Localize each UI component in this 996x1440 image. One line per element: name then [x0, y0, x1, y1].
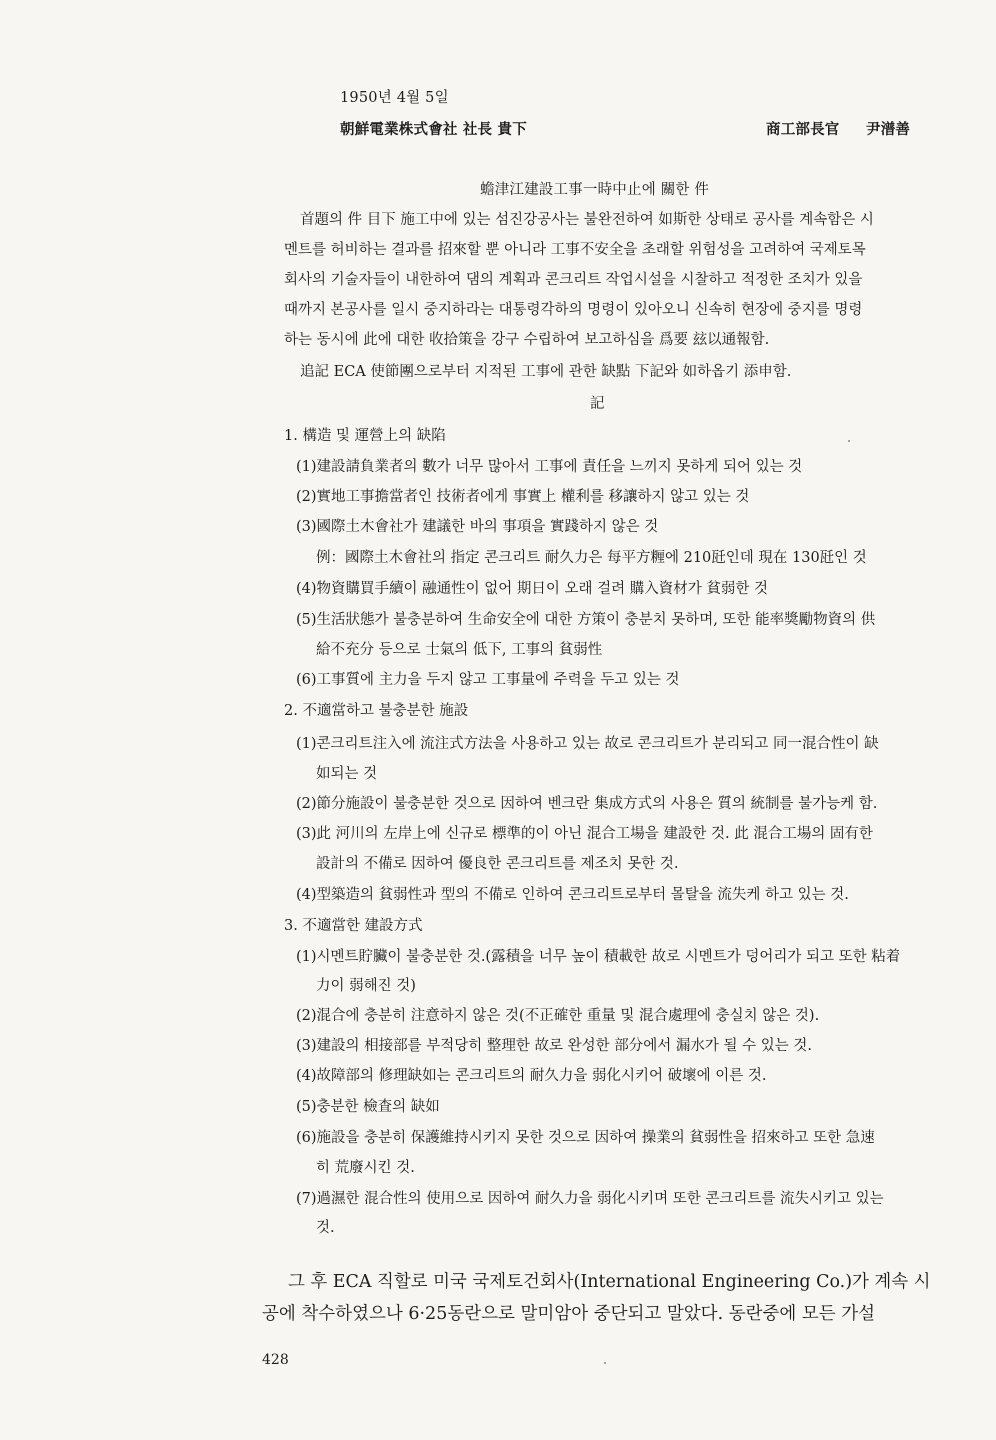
sender-title: 商工部長官	[766, 121, 840, 138]
section-heading: 1. 構造 및 運營上의 缺陷	[284, 428, 446, 444]
section-item-continued: 如되는 것	[316, 766, 378, 782]
body-line: 멘트를 허비하는 결과를 招來할 뿐 아니라 工事不安全을 초래할 위험성을 고려하여 국제토목	[284, 242, 866, 258]
section-item-continued: 力이 弱해진 것)	[316, 978, 416, 994]
section-item: (5)충분한 檢査의 缺如	[296, 1099, 440, 1115]
letter-recipient: 朝鮮電業株式會社 社長 貴下	[340, 121, 527, 138]
body-line: 首題의 件 目下 施工中에 있는 섬진강공사는 불완전하여 如斯한 상태로 공사를 계속함은 시	[300, 212, 874, 228]
section-item-continued: 給不充分 등으로 士氣의 低下, 工事의 貧弱性	[316, 642, 603, 658]
body-line: 회사의 기술자들이 내한하여 댐의 계획과 콘크리트 작업시설을 시찰하고 적정한 조치가 있을	[284, 272, 863, 288]
section-item-continued: 設計의 不備로 因하여 優良한 콘크리트를 제조치 못한 것.	[316, 856, 679, 872]
sender-name: 尹潽善	[866, 121, 911, 138]
letter-subject: 蟾津江建設工事一時中止에 關한 件	[480, 182, 710, 198]
section-item: (2)混合에 충분히 注意하지 않은 것(不正確한 重量 및 混合處理에 충실치 않은 것).	[296, 1008, 820, 1024]
section-heading: 2. 不適當하고 불충분한 施設	[284, 703, 469, 719]
section-item: (7)過濕한 混合性의 使用으로 因하여 耐久力을 弱化시키며 또한 콘크리트를 流失시키고 있는	[296, 1191, 884, 1207]
body-line: 때까지 본공사를 일시 중지하라는 대통령각하의 명령이 있아오니 신속히 현장에 중지를 명령	[284, 302, 863, 318]
body-line: 하는 동시에 此에 대한 收拾策을 강구 수립하여 보고하심을 爲要 玆以通報함.	[284, 332, 770, 348]
section-item: (3)建設의 相接部를 부적당히 整理한 故로 완성한 部分에서 漏水가 될 수 있는 것.	[296, 1038, 812, 1054]
section-item: (6)工事質에 主力을 두지 않고 工事量에 주력을 두고 있는 것	[296, 672, 680, 688]
section-item: (2)實地工事擔當者인 技術者에게 事實上 權利를 移讓하지 않고 있는 것	[296, 489, 750, 505]
section-item: (5)生活狀態가 불충분하여 生命安全에 대한 方策이 충분치 못하며, 또한 能率獎勵物資의 供	[296, 612, 876, 628]
footer-paragraph-line: 그 후 ECA 직할로 미국 국제토건회사(International Engineering Co.)가 계속 시	[288, 1272, 931, 1292]
section-item: (1)시멘트貯臟이 불충분한 것.(露積을 너무 높이 積載한 故로 시멘트가 덩어리가 되고 또한 粘着	[296, 949, 901, 965]
section-item: (4)物資購買手續이 融通性이 없어 期日이 오래 걸려 購入資材가 貧弱한 것	[296, 581, 768, 597]
section-item: (2)節分施設이 불충분한 것으로 因하여 벤크란 集成方式의 사용은 質의 統制를 불가능케 함.	[296, 796, 878, 812]
footer-paragraph-line: 공에 착수하였으나 6·25동란으로 말미암아 중단되고 말았다. 동란중에 모든 가설	[262, 1304, 876, 1324]
letter-date: 1950년 4월 5일	[340, 90, 449, 106]
body-line: 追記 ECA 使節團으로부터 지적된 工事에 관한 缺點 下記와 如하옵기 添申함.	[300, 364, 792, 380]
section-heading: 3. 不適當한 建設方式	[284, 918, 423, 934]
section-item: (3)此 河川의 左岸上에 신규로 標準的이 아닌 混合工場을 建設한 것. 此 混合工場의 固有한	[296, 826, 873, 842]
scan-speck	[604, 1362, 606, 1364]
section-item: (3)國際土木會社가 建議한 바의 事項을 實踐하지 않은 것	[296, 519, 659, 535]
section-example: 例：國際土木會社의 指定 콘크리트 耐久力은 每平方糎에 210瓩인데 現在 130瓩인 것	[316, 550, 867, 566]
section-item-continued: 것.	[316, 1220, 335, 1236]
section-item: (1)建設請負業者의 數가 너무 많아서 工事에 責任을 느끼지 못하게 되어 있는 것	[296, 459, 803, 475]
section-item: (1)콘크리트注入에 流注式方法을 사용하고 있는 故로 콘크리트가 분리되고 同一混合性이 缺	[296, 736, 879, 752]
section-item-continued: 히 荒廢시킨 것.	[316, 1160, 415, 1176]
page-number: 428	[262, 1352, 289, 1368]
section-item: (4)型築造의 貧弱性과 型의 不備로 인하여 콘크리트로부터 몰탈을 流失케 하고 있는 것.	[296, 887, 849, 903]
ki-label: 記	[590, 396, 605, 412]
scan-speck	[848, 440, 850, 442]
section-item: (6)施設을 충분히 保護維持시키지 못한 것으로 因하여 操業의 貧弱性을 招來하고 또한 急速	[296, 1130, 875, 1146]
section-item: (4)故障部의 修理缺如는 콘크리트의 耐久力을 弱化시키어 破壞에 이른 것.	[296, 1068, 767, 1084]
